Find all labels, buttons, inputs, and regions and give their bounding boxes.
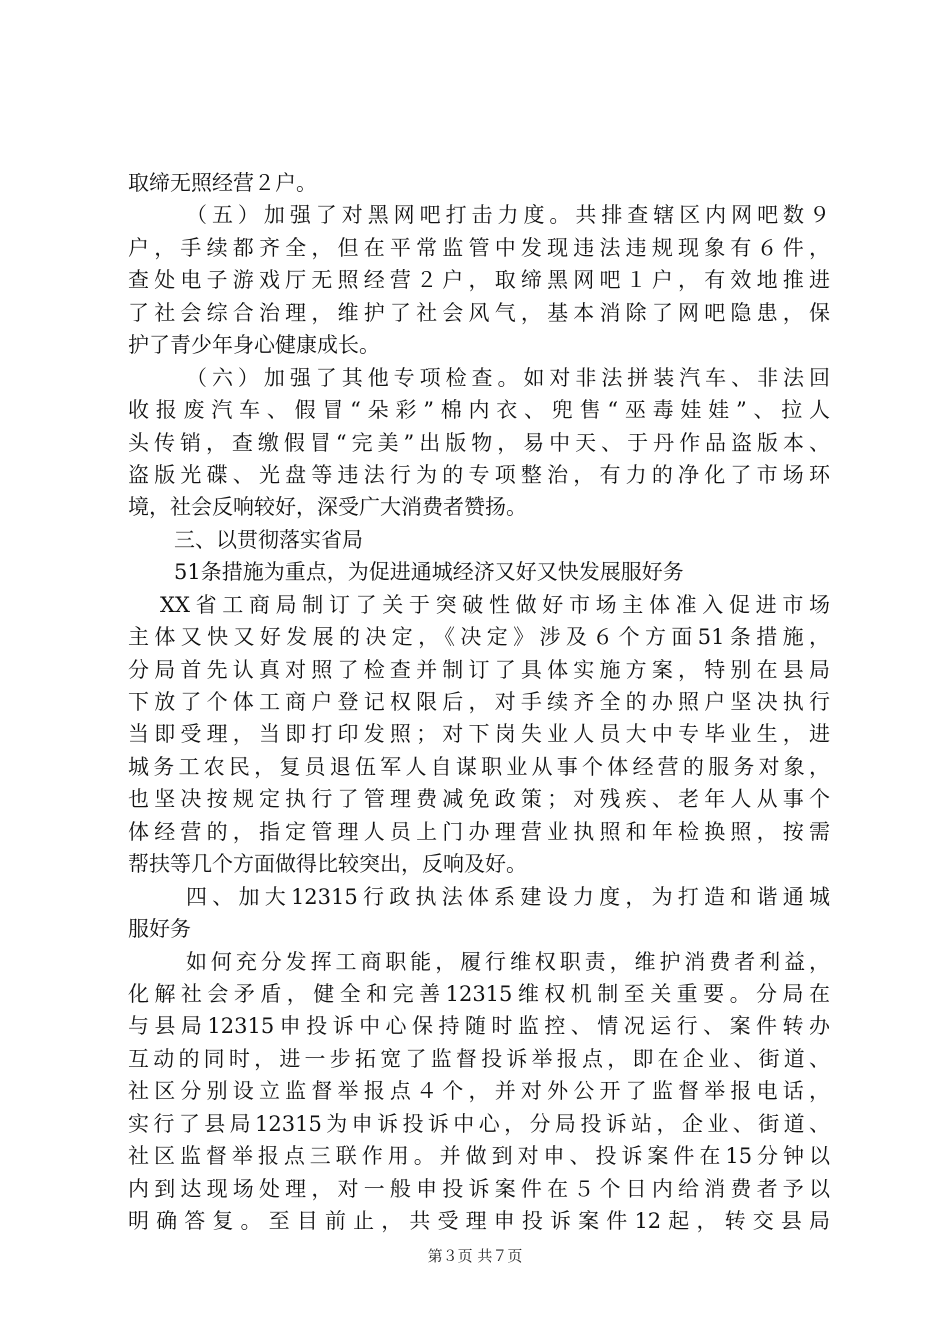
paragraph-line: 盗版光碟、光盘等违法行为的专项整治，有力的净化了市场环 [128,463,830,487]
paragraph-line: 城务工农民，复员退伍军人自谋职业从事个体经营的服务对象， [128,755,830,779]
paragraph-line: 明确答复。至目前止，共受理申投诉案件12起，转交县局 [128,1209,830,1233]
paragraph-line: 社区监督举报点三联作用。并做到对申、投诉案件在15分钟以 [128,1144,830,1168]
paragraph-line: 查处电子游戏厅无照经营２户，取缔黑网吧１户，有效地推进 [128,268,830,292]
section-heading: 三、以贯彻落实省局 [174,528,363,552]
paragraph-line: 如何充分发挥工商职能，履行维权职责，维护消费者利益， [186,950,830,974]
paragraph-line: 户，手续都齐全，但在平常监管中发现违法违规现象有６件， [128,236,830,260]
paragraph-line: 取缔无照经营２户。 [128,171,317,195]
paragraph-line: 内到达现场处理，对一般申投诉案件在５个日内给消费者予以 [128,1177,830,1201]
page-number-footer: 第３页 共７页 [427,1247,523,1265]
paragraph-line: 与县局12315申投诉中心保持随时监控、情况运行、案件转办 [128,1014,830,1038]
paragraph-line: 收报废汽车、假冒“朵彩”棉内衣、兜售“巫毒娃娃”、拉人 [128,398,830,422]
paragraph-line: 当即受理，当即打印发照；对下岗失业人员大中专毕业生，进 [128,722,830,746]
paragraph-line: 帮扶等几个方面做得比较突出，反响及好。 [128,852,527,876]
paragraph-line: 护了青少年身心健康成长。 [128,333,380,357]
paragraph-line: 境，社会反响较好，深受广大消费者赞扬。 [128,495,527,519]
paragraph-line: （六）加强了其他专项检查。如对非法拼装汽车、非法回 [186,366,830,390]
paragraph-line: 头传销，查缴假冒“完美”出版物，易中天、于丹作品盗版本、 [128,431,830,455]
paragraph-line: 了社会综合治理，维护了社会风气，基本消除了网吧隐患，保 [128,301,830,325]
section-heading: 四、加大12315行政执法体系建设力度，为打造和谐通城 [186,885,830,909]
section-heading-continued: 服好务 [128,917,191,941]
paragraph-line: 分局首先认真对照了检查并制订了具体实施方案，特别在县局 [128,658,830,682]
paragraph-line: 社区分别设立监督举报点４个，并对外公开了监督举报电话， [128,1079,830,1103]
paragraph-line: 体经营的，指定管理人员上门办理营业执照和年检换照，按需 [128,820,830,844]
paragraph-line: 下放了个体工商户登记权限后，对手续齐全的办照户坚决执行 [128,690,830,714]
paragraph-line: 化解社会矛盾，健全和完善12315维权机制至关重要。分局在 [128,982,830,1006]
paragraph-line: XX省工商局制订了关于突破性做好市场主体准入促进市场 [160,593,830,617]
section-heading-continued: 51条措施为重点，为促进通城经济又好又快发展服好务 [174,560,684,584]
paragraph-line: 互动的同时，进一步拓宽了监督投诉举报点，即在企业、街道、 [128,1047,830,1071]
paragraph-line: 实行了县局12315为申诉投诉中心，分局投诉站，企业、街道、 [128,1112,830,1136]
paragraph-line: （五）加强了对黑网吧打击力度。共排查辖区内网吧数９ [186,203,830,227]
paragraph-line: 主体又快又好发展的决定，《决定》涉及６个方面51条措施， [128,625,830,649]
paragraph-line: 也坚决按规定执行了管理费减免政策；对残疾、老年人从事个 [128,787,830,811]
